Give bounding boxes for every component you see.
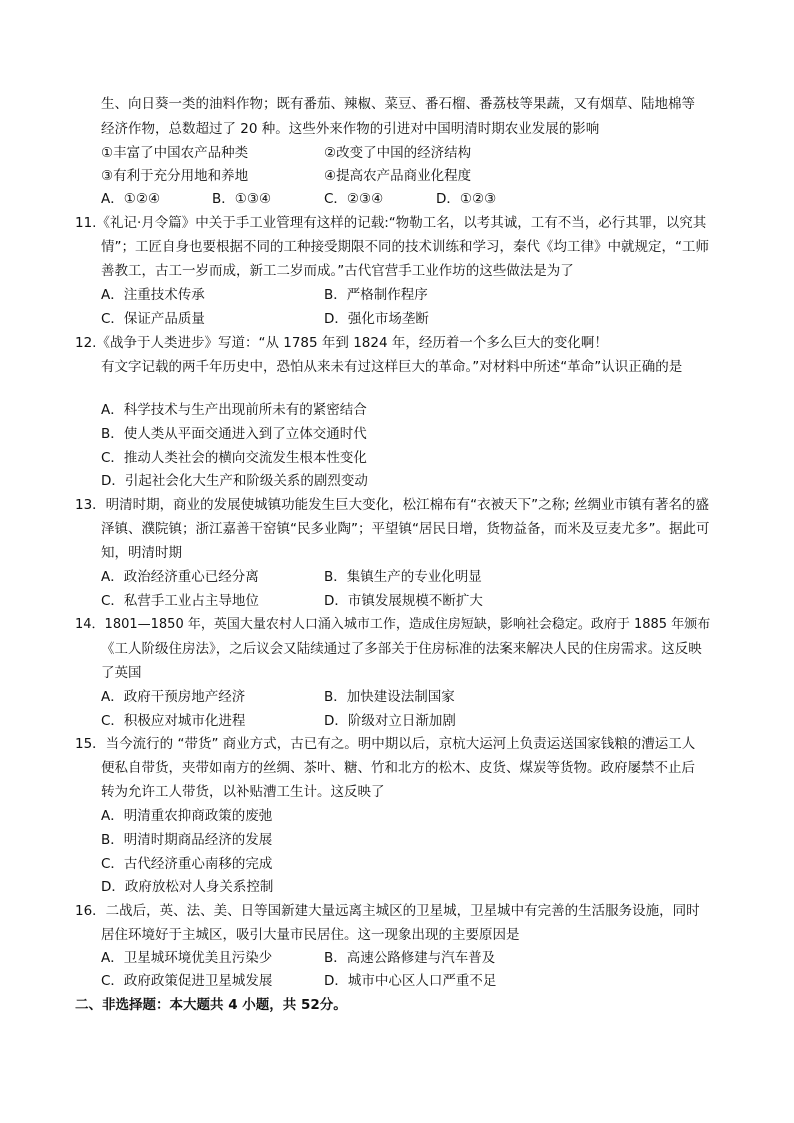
q13-stem-line-3: 知，明清时期 [101,545,182,561]
q16-option-d: D．城市中心区人口严重不足 [324,973,497,989]
section-heading: 二、非选择题：本大题共 4 小题，共 52分。 [75,997,347,1013]
q10-statement-4: ④提高农产品商业化程度 [324,168,472,184]
q13-option-d: D．市镇发展规模不断扩大 [324,593,483,609]
q13-option-b: B．集镇生产的专业化明显 [324,569,482,585]
q12-option-b: B．使人类从平面交通进入到了立体交通时代 [101,426,367,442]
q13-stem-line-2: 泽镇、濮院镇；浙江嘉善干窑镇“民多业陶”；平望镇“居民日增，货物益备，而米及豆麦尤多”。据此可 [101,521,710,537]
q15-option-b: B．明清时期商品经济的发展 [101,832,273,848]
q14-option-b: B．加快建设法制国家 [324,689,455,705]
q14-stem-line-3: 了英国 [101,665,142,681]
q10-option-b: B．①③④ [212,191,272,207]
q16-stem-line-1: 16．二战后，英、法、美、日等国新建大量远离主城区的卫星城，卫星城中有完善的生活服务设施，同时 [75,903,700,919]
q10-option-a: A．①②④ [101,191,161,207]
q16-stem-line-2: 居住环境好于主城区，吸引大量市民居住。这一现象出现的主要原因是 [101,927,520,943]
q11-stem-line-1: 11.《礼记·月令篇》中关于手工业管理有这样的记载:“物勒工名，以考其诚，工有不当，必行其罪，以究其 [75,215,707,231]
q11-stem-line-2: 情”；工匠自身也要根据不同的工种接受期限不同的技术训练和学习，秦代《均工律》中就规定，“工师 [101,239,709,255]
q15-stem-line-1: 15．当今流行的 “带货” 商业方式，古已有之。明中期以后，京杭大运河上负责运送国家钱粮的漕运工人 [75,736,696,752]
q12-option-a: A．科学技术与生产出现前所未有的紧密结合 [101,402,367,418]
q15-option-d: D．政府放松对人身关系控制 [101,879,274,895]
q14-option-a: A．政府干预房地产经济 [101,689,246,705]
q14-option-d: D．阶级对立日渐加剧 [324,713,456,729]
q12-option-d: D．引起社会化大生产和阶级关系的剧烈变动 [101,473,368,489]
q16-option-c: C．政府政策促进卫星城发展 [101,973,273,989]
q11-option-b: B．严格制作程序 [324,287,428,303]
q13-option-c: C．私营手工业占主导地位 [101,593,259,609]
q11-option-c: C．保证产品质量 [101,311,205,327]
q15-stem-line-2: 便私自带货，夹带如南方的丝绸、茶叶、糖、竹和北方的松木、皮货、煤炭等货物。政府屡禁不止后 [101,760,695,776]
q10-option-c: C．②③④ [324,191,384,207]
q10-statement-3: ③有利于充分用地和养地 [101,168,249,184]
q14-option-c: C．积极应对城市化进程 [101,713,246,729]
q15-stem-line-3: 转为允许工人带货，以补贴漕工生计。这反映了 [101,784,385,800]
q10-stem-line-1: 生、向日葵一类的油料作物；既有番茄、辣椒、菜豆、番石榴、番荔枝等果蔬，又有烟草、陆地棉等 [101,96,695,112]
q10-option-d: D．①②③ [436,191,497,207]
q12-option-c: C．推动人类社会的横向交流发生根本性变化 [101,450,367,466]
q15-option-a: A．明清重农抑商政策的废弛 [101,808,273,824]
q14-stem-line-1: 14．1801—1850 年，英国大量农村人口涌入城市工作，造成住房短缺，影响社会稳定。政府于 1885 年颁布 [75,617,711,632]
q14-stem-line-2: 《工人阶级住房法》，之后议会又陆续通过了多部关于住房标准的法案来解决人民的住房需求。这反映 [101,641,702,657]
q12-stem-line-2: 有文字记载的两千年历史中，恐怕从来未有过这样巨大的革命。”对材料中所述“革命”认识正确的是 [101,359,683,375]
q10-stem-line-2: 经济作物，总数超过了 20 种。这些外来作物的引进对中国明清时期农业发展的影响 [101,121,600,137]
q11-stem-line-3: 善教工，古工一岁而成，新工二岁而成。”古代官营手工业作坊的这些做法是为了 [101,263,574,279]
q11-option-d: D．强化市场垄断 [324,311,429,327]
q13-option-a: A．政治经济重心已经分离 [101,569,259,585]
q16-option-a: A．卫星城环境优美且污染少 [101,950,273,966]
q15-option-c: C．古代经济重心南移的完成 [101,856,273,872]
q10-statement-2: ②改变了中国的经济结构 [324,145,472,161]
q12-stem-line-1: 12.《战争于人类进步》写道：“从 1785 年到 1824 年，经历着一个多么巨大的变化啊！ [75,335,608,351]
q13-stem-line-1: 13．明清时期，商业的发展使城镇功能发生巨大变化，松江棉布有“衣被天下”之称; 丝绸业市镇有著名的盛 [75,497,710,513]
q11-option-a: A．注重技术传承 [101,287,205,303]
q16-option-b: B．高速公路修建与汽车普及 [324,950,496,966]
q10-statement-1: ①丰富了中国农产品种类 [101,145,249,161]
